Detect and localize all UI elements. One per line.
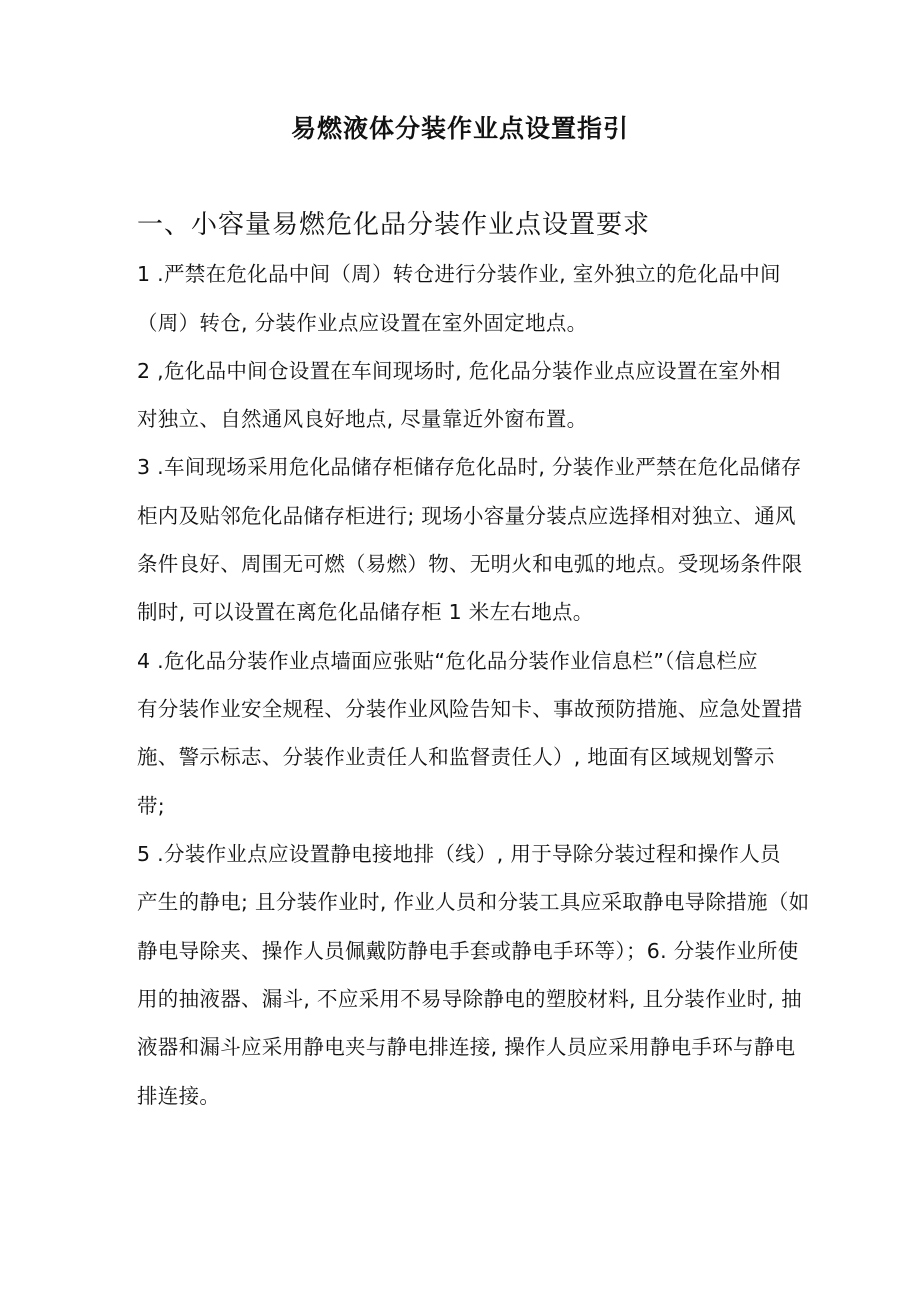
body-line: 施、警示标志、分装作业责任人和监督责任人）, 地面有区域规划警示 xyxy=(137,745,775,769)
body-line: 条件良好、周围无可燃（易燃）物、无明火和电弧的地点。受现场条件限 xyxy=(137,552,803,576)
body-line: （周）转仓, 分装作业点应设置在室外固定地点。 xyxy=(137,311,588,335)
body-line: 5 .分装作业点应设置静电接地排（线）, 用于导除分装过程和操作人员 xyxy=(137,842,781,866)
body-line: 排连接。 xyxy=(137,1084,221,1108)
body-line: 对独立、自然通风良好地点, 尽量靠近外窗布置。 xyxy=(137,407,588,431)
section-heading: 一、小容量易燃危化品分装作业点设置要求 xyxy=(137,210,651,240)
body-line: 3 .车间现场采用危化品储存柜储存危化品时, 分装作业严禁在危化品储存 xyxy=(137,455,802,479)
body-line: 制时, 可以设置在离危化品储存柜 1 米左右地点。 xyxy=(137,600,594,624)
body-line: 静电导除夹、操作人员佩戴防静电手套或静电手环等）；6. 分装作业所使 xyxy=(137,939,799,963)
body-line: 柜内及贴邻危化品储存柜进行; 现场小容量分装点应选择相对独立、通风 xyxy=(137,504,796,528)
body-line: 4 .危化品分装作业点墙面应张贴“危化品分装作业信息栏”（信息栏应 xyxy=(137,649,758,673)
body-line: 1 .严禁在危化品中间（周）转仓进行分装作业, 室外独立的危化品中间 xyxy=(137,262,781,286)
document-title: 易燃液体分装作业点设置指引 xyxy=(290,114,629,143)
body-line: 产生的静电; 且分装作业时, 作业人员和分装工具应采取静电导除措施（如 xyxy=(137,890,810,914)
body-line: 有分装作业安全规程、分装作业风险告知卡、事故预防措施、应急处置措 xyxy=(137,697,803,721)
body-line: 带; xyxy=(137,794,166,818)
body-line: 液器和漏斗应采用静电夹与静电排连接, 操作人员应采用静电手环与静电 xyxy=(137,1035,796,1059)
body-line: 2 ,危化品中间仓设置在车间现场时, 危化品分装作业点应设置在室外相 xyxy=(137,359,781,383)
body-line: 用的抽液器、漏斗, 不应采用不易导除静电的塑胶材料, 且分装作业时, 抽 xyxy=(137,987,802,1011)
